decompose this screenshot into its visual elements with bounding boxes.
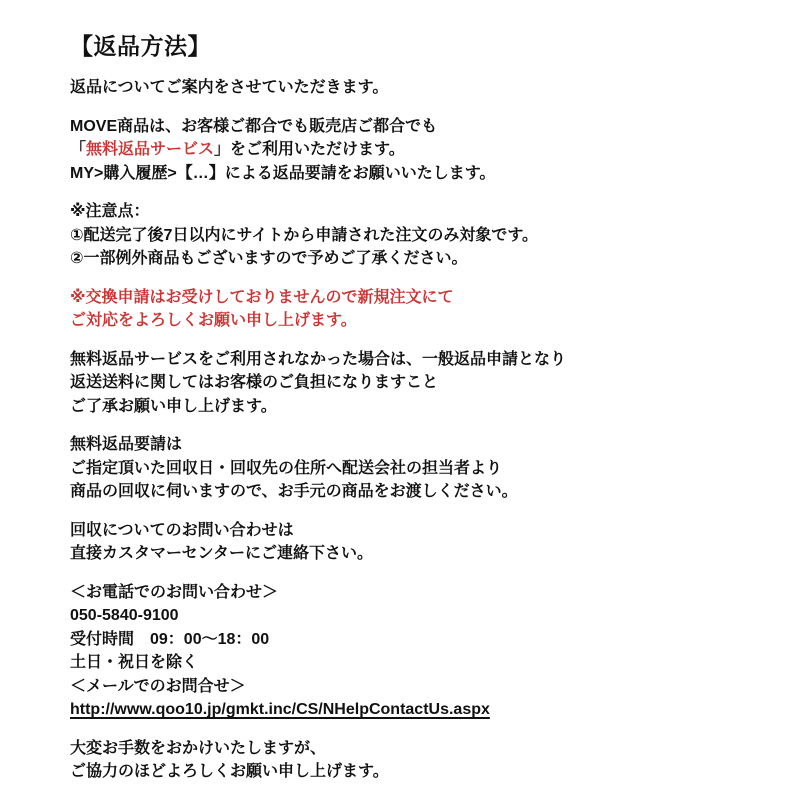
free-return-service-label: 無料返品サービス bbox=[86, 141, 215, 158]
move-info-line3: MY>購入履歴>【…】による返品要請をお願いいたします。 bbox=[70, 164, 496, 182]
general-return-line1: 無料返品サービスをご利用されなかった場合は、一般返品申請となり bbox=[70, 350, 567, 368]
closing-paragraph bbox=[70, 737, 740, 784]
general-return-line2: 返送送料に関してはお客様のご負担になりますこと bbox=[70, 374, 439, 391]
notes-item1: ①配送完了後7日以内にサイトから申請された注文のみ対象です。 bbox=[70, 226, 539, 244]
phone-contact-heading: ＜お電話でのお問い合わせ＞ bbox=[70, 583, 279, 601]
mail-contact-heading: ＜メールでのお問合せ＞ bbox=[70, 677, 246, 695]
pickup-inquiry-line2: 直接カスタマーセンターにご連絡下さい。 bbox=[70, 545, 374, 562]
page-title: 【返品方法】 bbox=[70, 33, 211, 59]
free-return-request-line2: ご指定頂いた回収日・回収先の住所へ配送会社の担当者より bbox=[70, 459, 503, 477]
general-return-paragraph bbox=[70, 348, 740, 419]
closing-line2: ご協力のほどよろしくお願い申し上げます。 bbox=[70, 763, 389, 780]
closing-line1: 大変お手数をおかけいたしますが、 bbox=[70, 739, 327, 757]
free-return-request-line3: 商品の回収に伺いますので、お手元の商品をお渡しください。 bbox=[70, 483, 518, 500]
contact-paragraph bbox=[70, 581, 740, 722]
days-excluded: 土日・祝日を除く bbox=[70, 654, 199, 671]
move-info-paragraph bbox=[70, 115, 740, 186]
reception-hours: 受付時間 09：00～18：00 bbox=[70, 630, 270, 648]
free-return-request-line1: 無料返品要請は bbox=[70, 436, 183, 453]
pickup-inquiry-line1: 回収についてのお問い合わせは bbox=[70, 521, 294, 539]
phone-number: 050-5840-9100 bbox=[70, 607, 179, 624]
free-return-service-line bbox=[70, 138, 740, 162]
move-info-line1: MOVE商品は、お客様ご都合でも販売店ご都合でも bbox=[70, 117, 438, 135]
notes-heading: ※注意点： bbox=[70, 203, 150, 220]
contact-url-line bbox=[70, 698, 740, 722]
contact-url-link[interactable]: http://www.qoo10.jp/gmkt.inc/CS/NHelpContactUs.aspx bbox=[70, 701, 490, 718]
intro-text: 返品についてご案内をさせていただきます。 bbox=[70, 79, 389, 96]
exchange-warning-line1: ※交換申請はお受けしておりませんので新規注文にて bbox=[70, 288, 454, 306]
exchange-warning-paragraph bbox=[70, 286, 740, 333]
free-return-request-paragraph bbox=[70, 433, 740, 504]
free-return-service-rest: 」をご利用いただけます。 bbox=[214, 141, 405, 158]
intro-paragraph bbox=[70, 76, 740, 100]
general-return-line3: ご了承お願い申し上げます。 bbox=[70, 397, 277, 415]
exchange-warning-line2: ご対応をよろしくお願い申し上げます。 bbox=[70, 312, 357, 329]
notes-paragraph bbox=[70, 200, 740, 271]
bracket-open: 「 bbox=[70, 141, 87, 158]
pickup-inquiry-paragraph bbox=[70, 519, 740, 566]
notes-item2: ②一部例外商品もございますので予めご了承ください。 bbox=[70, 250, 468, 267]
